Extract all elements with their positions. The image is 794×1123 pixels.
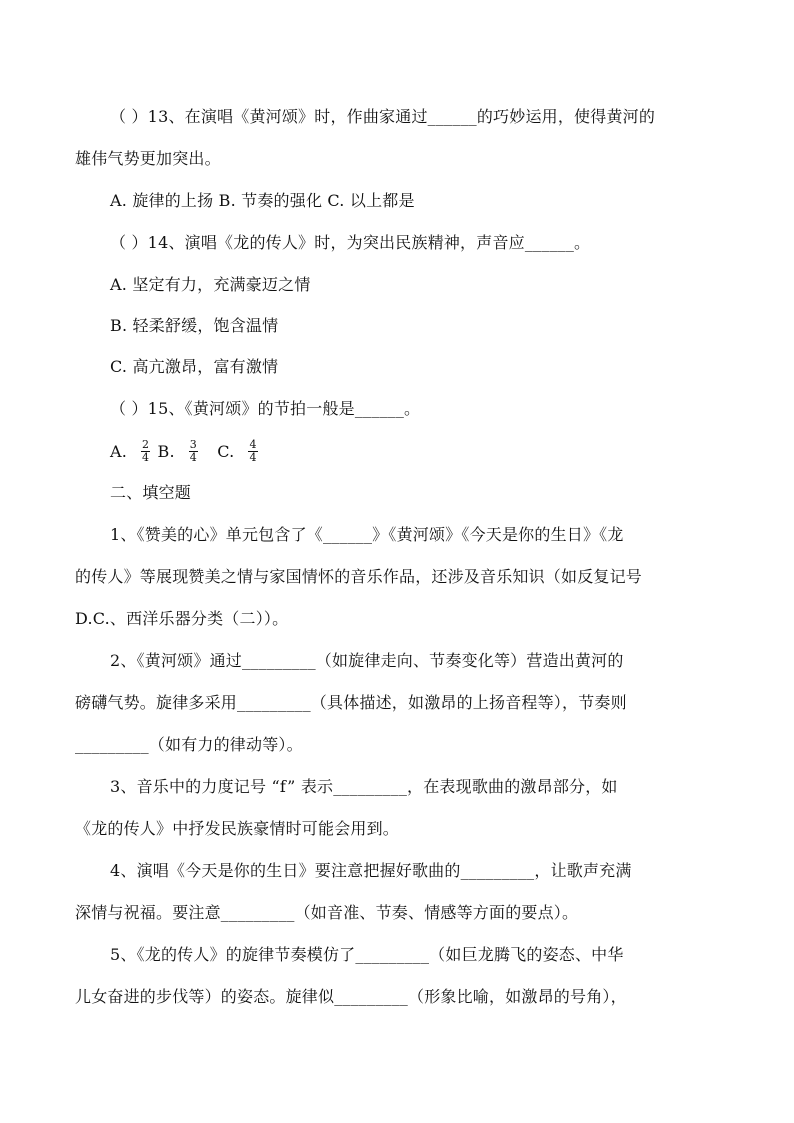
time-signature-4-4: $\frac{4}{4}$ bbox=[249, 438, 257, 464]
fill4-line1: 4、演唱《今天是你的生日》要注意把握好歌曲的_________，让歌声充满 bbox=[110, 861, 632, 880]
fill4-line2: 深情与祝福。要注意_________（如音准、节奏、情感等方面的要点）。 bbox=[75, 903, 579, 922]
q13-stem-line2: 雄伟气势更加突出。 bbox=[75, 149, 221, 168]
q15-label-c: C. bbox=[217, 442, 235, 461]
q15-options bbox=[110, 440, 260, 465]
q14-option-c: C. 高亢激昂，富有激情 bbox=[110, 357, 279, 376]
q14-stem: （ ）14、演唱《龙的传人》时，为突出民族精神，声音应______。 bbox=[110, 233, 591, 252]
fill2-line2: 磅礴气势。旋律多采用_________（具体描述，如激昂的上扬音程等），节奏则 bbox=[75, 693, 627, 712]
fill1-line2: 的传人》等展现赞美之情与家国情怀的音乐作品，还涉及音乐知识（如反复记号 bbox=[75, 567, 643, 586]
fill2-line3: _________（如有力的律动等）。 bbox=[75, 735, 303, 754]
fill3-line1: 3、音乐中的力度记号 “f” 表示_________，在表现歌曲的激昂部分，如 bbox=[110, 777, 618, 796]
time-signature-3-4: $\frac{3}{4}$ bbox=[189, 438, 197, 464]
time-signature-2-4: $\frac{2}{4}$ bbox=[142, 438, 150, 464]
fill2-line1: 2、《黄河颂》通过_________（如旋律走向、节奏变化等）营造出黄河的 bbox=[110, 651, 624, 670]
q15-stem: （ ）15、《黄河颂》的节拍一般是______。 bbox=[110, 399, 421, 418]
section-title-fill-in: 二、填空题 bbox=[110, 483, 192, 502]
q13-options: A. 旋律的上扬 B. 节奏的强化 C. 以上都是 bbox=[110, 191, 415, 210]
q15-label-a: A. bbox=[110, 442, 128, 461]
fill1-line3: D.C.、西洋乐器分类（二））。 bbox=[75, 609, 289, 628]
fill3-line2: 《龙的传人》中抒发民族豪情时可能会用到。 bbox=[75, 819, 400, 838]
q13-stem-line1: （ ）13、在演唱《黄河颂》时，作曲家通过______的巧妙运用，使得黄河的 bbox=[110, 107, 656, 126]
fill5-line1: 5、《龙的传人》的旋律节奏模仿了_________（如巨龙腾飞的姿态、中华 bbox=[110, 945, 624, 964]
q15-label-b: B. bbox=[157, 442, 175, 461]
q14-option-b: B. 轻柔舒缓，饱含温情 bbox=[110, 316, 279, 335]
fill1-line1: 1、《赞美的心》单元包含了《______》《黄河颂》《今天是你的生日》《龙 bbox=[110, 525, 624, 544]
q14-option-a: A. 坚定有力，充满豪迈之情 bbox=[110, 275, 311, 294]
fill5-line2: 儿女奋进的步伐等）的姿态。旋律似_________（形象比喻，如激昂的号角）， bbox=[75, 987, 627, 1006]
